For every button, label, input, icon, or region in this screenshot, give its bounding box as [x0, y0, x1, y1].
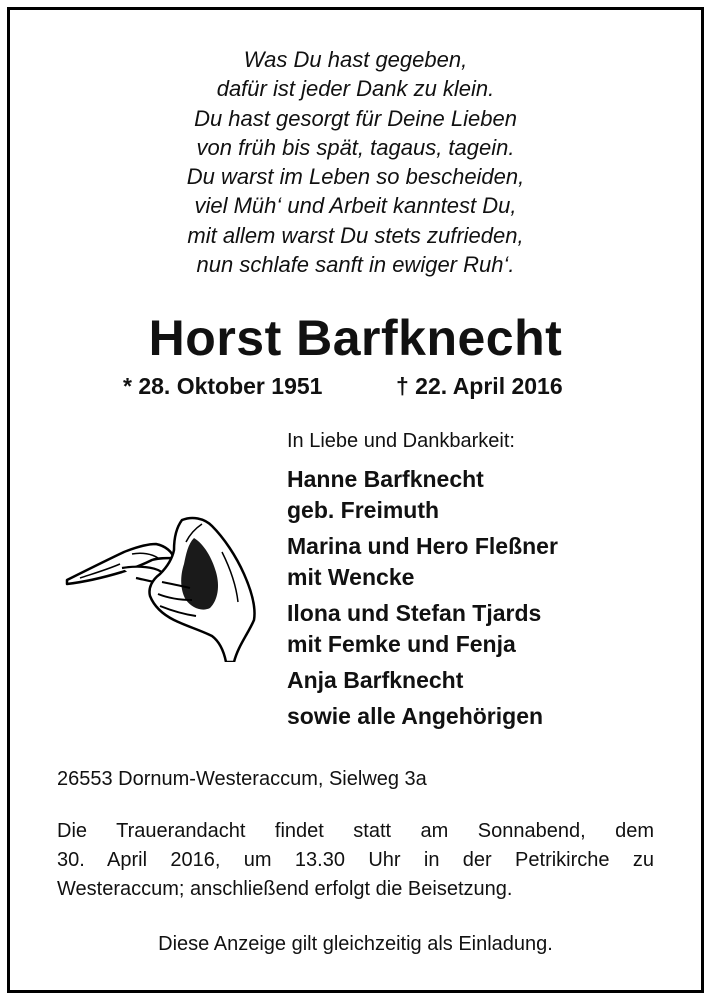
birth-date: * 28. Oktober 1951 [123, 373, 323, 399]
mourners-intro: In Liebe und Dankbarkeit: [287, 430, 515, 452]
mourner-line: Marina und Hero Fleßner [287, 533, 558, 559]
invitation-note: Diese Anzeige gilt gleichzeitig als Einladung. [158, 933, 553, 955]
poem-line: nun schlafe sanft in ewiger Ruh‘. [196, 252, 515, 278]
memorial-poem [0, 45, 711, 279]
service-announcement [57, 817, 654, 904]
holding-hands-illustration [62, 512, 262, 662]
family-address: 26553 Dornum-Westeraccum, Sielweg 3a [57, 768, 427, 790]
mourner-group [287, 701, 558, 732]
mourners-list [287, 464, 558, 737]
mourner-line: Ilona und Stefan Tjards [287, 600, 542, 626]
poem-line: Was Du hast gegeben, [243, 47, 468, 72]
service-line: Westeraccum; anschließend erfolgt die Beisetzung. [57, 878, 513, 900]
service-line: Die Trauerandacht findet statt am Sonnabend, dem [57, 820, 654, 842]
mourner-line: geb. Freimuth [287, 497, 440, 523]
poem-line: Du hast gesorgt für Deine Lieben [194, 105, 517, 131]
mourner-line: sowie alle Angehörigen [287, 703, 544, 729]
poem-line: von früh bis spät, tagaus, tagein. [196, 134, 515, 160]
death-date: † 22. April 2016 [396, 373, 563, 399]
mourner-group [287, 598, 558, 660]
poem-line: mit allem warst Du stets zufrieden, [187, 222, 524, 248]
service-line: 30. April 2016, um 13.30 Uhr in der Petrikirche zu [57, 849, 654, 871]
poem-line: Du warst im Leben so bescheiden, [186, 164, 525, 190]
mourner-line: Anja Barfknecht [287, 667, 464, 693]
mourner-group [287, 464, 558, 526]
mourner-group [287, 665, 558, 696]
mourner-line: mit Wencke [287, 564, 415, 590]
life-dates [0, 371, 711, 401]
mourner-line: mit Femke und Fenja [287, 631, 516, 657]
poem-line: viel Müh‘ und Arbeit kanntest Du, [194, 193, 517, 219]
deceased-name: Horst Barfknecht [148, 310, 563, 366]
mourner-line: Hanne Barfknecht [287, 466, 484, 492]
poem-line: dafür ist jeder Dank zu klein. [216, 76, 495, 102]
mourner-group [287, 531, 558, 593]
